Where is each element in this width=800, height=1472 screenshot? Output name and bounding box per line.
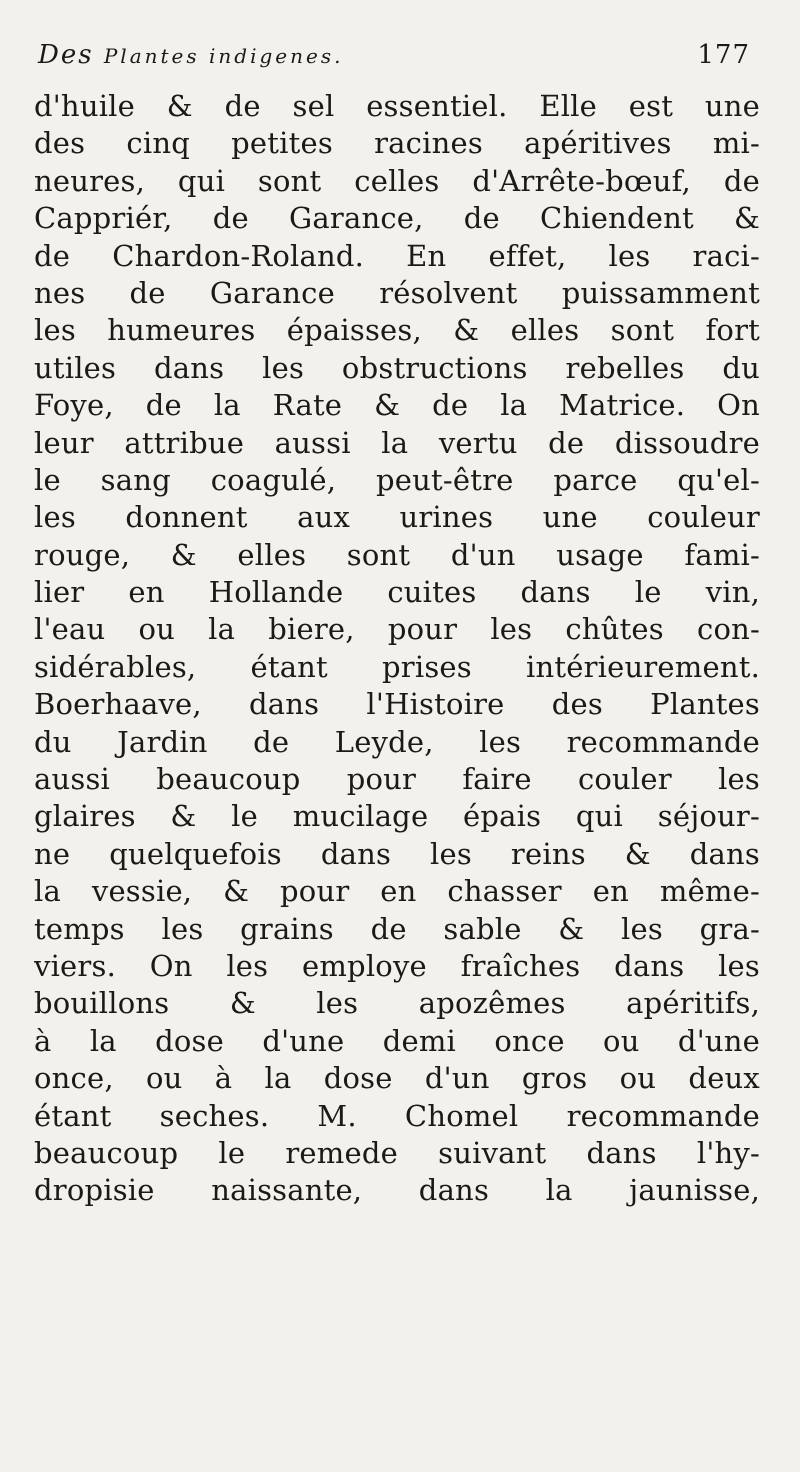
text-line: d'huile & de sel essentiel. Elle est une [34, 89, 760, 123]
running-head [38, 40, 750, 80]
running-head-title [38, 40, 343, 70]
page-number: 177 [697, 40, 750, 70]
text-line: nes de Garance résolvent puissamment [34, 275, 760, 310]
text-line: Cappriér, de Garance, de Chiendent & [34, 201, 760, 236]
running-head-title-des: Des [38, 40, 94, 70]
text-line: les humeures épaisses, & elles sont fort [34, 313, 760, 348]
text-line: neures, qui sont celles d'Arrête-bœuf, de [34, 163, 760, 198]
text-line: à la dose d'une demi once ou d'une [34, 1023, 760, 1058]
text-line: lier en Hollande cuites dans le vin, [34, 575, 760, 610]
text-line: de Chardon-Roland. En effet, les raci- [34, 238, 760, 273]
text-line: du Jardin de Leyde, les recommande [34, 724, 760, 759]
text-line: l'eau ou la biere, pour les chûtes con- [34, 612, 760, 647]
text-line: viers. On les employe fraîches dans les [34, 948, 760, 983]
text-line: les donnent aux urines une couleur [34, 500, 760, 535]
text-line: sidérables, étant prises intérieurement. [34, 649, 760, 684]
text-line: once, ou à la dose d'un gros ou deux [34, 1061, 760, 1096]
text-line: dropisie naissante, dans la jaunisse, [34, 1173, 760, 1208]
text-line: Boerhaave, dans l'Histoire des Plantes [34, 687, 760, 722]
text-line: aussi beaucoup pour faire couler les [34, 762, 760, 797]
text-line: le sang coagulé, peut-être parce qu'el- [34, 462, 760, 497]
text-line: glaires & le mucilage épais qui séjour- [34, 799, 760, 834]
text-line: des cinq petites racines apéritives mi- [34, 126, 760, 161]
text-line: bouillons & les apozêmes apéritifs, [34, 986, 760, 1021]
text-line: étant seches. M. Chomel recommande [34, 1098, 760, 1133]
text-line: rouge, & elles sont d'un usage fami- [34, 537, 760, 572]
running-head-title-main: Plantes indigenes. [103, 44, 344, 68]
text-line: utiles dans les obstructions rebelles du [34, 350, 760, 385]
text-line: beaucoup le remede suivant dans l'hy- [34, 1135, 760, 1170]
text-line: temps les grains de sable & les gra- [34, 911, 760, 946]
body-text [34, 88, 760, 1210]
text-line: leur attribue aussi la vertu de dissoudre [34, 425, 760, 460]
text-line: la vessie, & pour en chasser en même- [34, 874, 760, 909]
text-line: ne quelquefois dans les reins & dans [34, 836, 760, 871]
text-line: Foye, de la Rate & de la Matrice. On [34, 388, 760, 423]
